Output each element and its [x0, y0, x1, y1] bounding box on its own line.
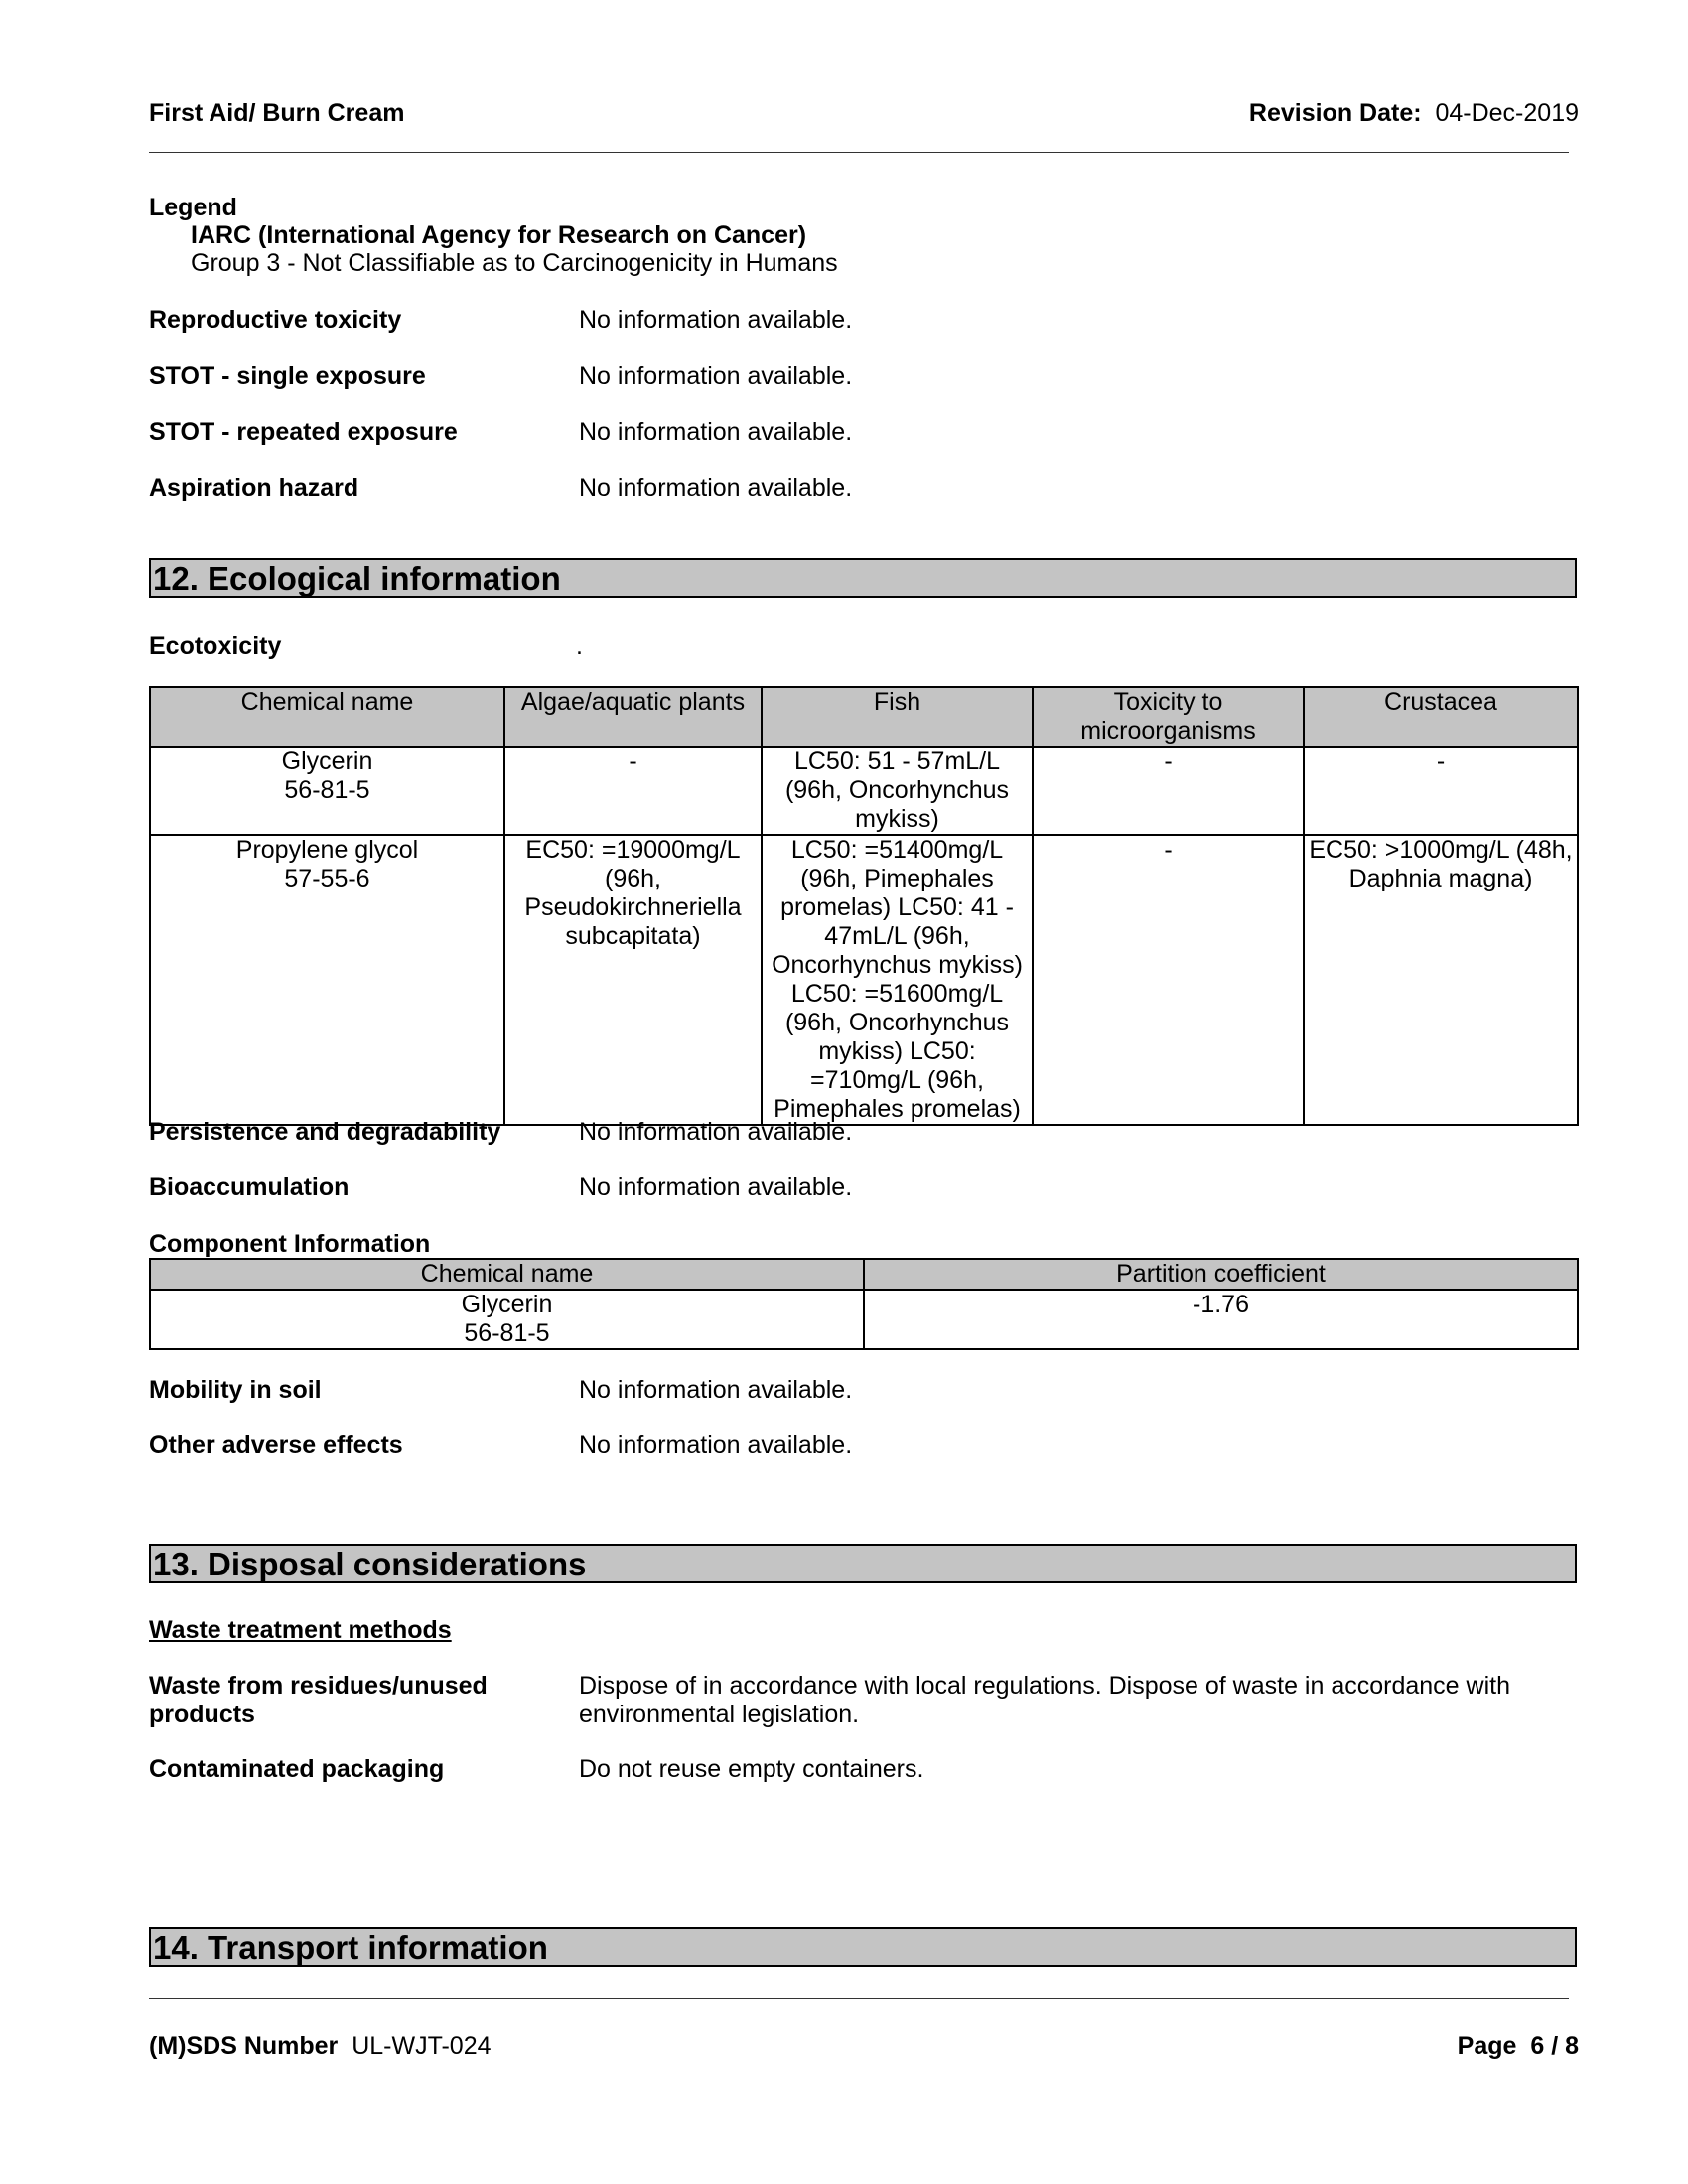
packaging-value: Do not reuse empty containers.	[579, 1755, 924, 1783]
ecotoxicity-table	[149, 686, 1579, 1126]
algae-cell: -	[504, 747, 762, 835]
crustacea-cell: -	[1304, 747, 1578, 835]
ecotoxicity-label: Ecotoxicity	[149, 632, 282, 660]
col-chemical-name: Chemical name	[150, 687, 504, 747]
cas-number: 57-55-6	[284, 865, 370, 892]
table-header-row	[150, 687, 1578, 747]
tox-label: Aspiration hazard	[149, 475, 359, 502]
col-microorganisms: Toxicity to microorganisms	[1033, 687, 1304, 747]
page-label: Page	[1457, 2032, 1517, 2060]
col-partition-coefficient: Partition coefficient	[864, 1259, 1578, 1290]
section-13-title: 13. Disposal considerations	[149, 1544, 1577, 1583]
table-header-row	[150, 1259, 1578, 1290]
residues-value	[579, 1672, 1510, 1729]
section-14-title: 14. Transport information	[149, 1927, 1577, 1967]
chemical-name: Glycerin	[461, 1291, 553, 1318]
tox-value: No information available.	[579, 475, 853, 502]
sds-number	[149, 2032, 492, 2061]
header-rule	[149, 152, 1569, 153]
col-algae: Algae/aquatic plants	[504, 687, 762, 747]
packaging-label: Contaminated packaging	[149, 1755, 445, 1783]
sds-label: (M)SDS Number	[149, 2032, 339, 2060]
tox-label: STOT - single exposure	[149, 362, 426, 390]
cas-number: 56-81-5	[284, 776, 370, 804]
persistence-value: No information available.	[579, 1118, 853, 1146]
tox-value: No information available.	[579, 362, 853, 390]
persistence-label: Persistence and degradability	[149, 1118, 501, 1146]
residues-value-line-1: Dispose of in accordance with local regulations. Dispose of waste in accordance with	[579, 1672, 1510, 1700]
legend-agency: IARC (International Agency for Research on Cancer)	[191, 221, 807, 249]
chemical-name: Glycerin	[281, 748, 373, 775]
chemical-cell	[150, 747, 504, 835]
table-row	[150, 1290, 1578, 1349]
residues-label-line-2: products	[149, 1701, 255, 1728]
revision-date	[1249, 99, 1579, 128]
mobility-value: No information available.	[579, 1376, 853, 1404]
component-table	[149, 1258, 1579, 1350]
bioaccumulation-value: No information available.	[579, 1173, 853, 1201]
cas-number: 56-81-5	[464, 1319, 550, 1347]
section-12-title: 12. Ecological information	[149, 558, 1577, 598]
other-effects-value: No information available.	[579, 1432, 853, 1459]
tox-value: No information available.	[579, 418, 853, 446]
residues-value-line-2: environmental legislation.	[579, 1701, 860, 1728]
bioaccumulation-label: Bioaccumulation	[149, 1173, 350, 1201]
fish-cell: LC50: 51 - 57mL/L (96h, Oncorhynchus mykiss)	[762, 747, 1033, 835]
revision-value: 04-Dec-2019	[1435, 99, 1579, 127]
ecotoxicity-value: .	[576, 632, 583, 660]
chemical-name: Propylene glycol	[235, 836, 419, 864]
crustacea-cell: EC50: >1000mg/L (48h, Daphnia magna)	[1304, 835, 1578, 1125]
waste-methods-heading: Waste treatment methods	[149, 1616, 452, 1644]
partition-coefficient-cell: -1.76	[864, 1290, 1578, 1349]
component-info-title: Component Information	[149, 1230, 431, 1258]
col-chemical-name: Chemical name	[150, 1259, 864, 1290]
legend-title: Legend	[149, 194, 237, 221]
page-value: 6 / 8	[1530, 2032, 1579, 2060]
product-name: First Aid/ Burn Cream	[149, 99, 405, 127]
chemical-cell	[150, 835, 504, 1125]
table-row	[150, 747, 1578, 835]
residues-label	[149, 1672, 488, 1729]
fish-cell: LC50: =51400mg/L (96h, Pimephales promelas) LC50: 41 - 47mL/L (96h, Oncorhynchus mykiss) LC50: =51600mg/L (96h, Oncorhynchus mykiss) LC50: =710mg/L (96h, Pimephales promelas)	[762, 835, 1033, 1125]
col-crustacea: Crustacea	[1304, 687, 1578, 747]
col-fish: Fish	[762, 687, 1033, 747]
other-effects-label: Other adverse effects	[149, 1432, 403, 1459]
tox-label: STOT - repeated exposure	[149, 418, 458, 446]
micro-cell: -	[1033, 835, 1304, 1125]
chemical-cell	[150, 1290, 864, 1349]
page-number	[1458, 2032, 1579, 2061]
sds-value: UL-WJT-024	[352, 2032, 492, 2060]
tox-value: No information available.	[579, 306, 853, 334]
table-row	[150, 835, 1578, 1125]
mobility-label: Mobility in soil	[149, 1376, 322, 1404]
revision-label: Revision Date:	[1248, 99, 1422, 127]
micro-cell: -	[1033, 747, 1304, 835]
algae-cell: EC50: =19000mg/L (96h, Pseudokirchneriella subcapitata)	[504, 835, 762, 1125]
footer-rule	[149, 1998, 1569, 1999]
residues-label-line-1: Waste from residues/unused	[149, 1672, 488, 1700]
tox-label: Reproductive toxicity	[149, 306, 402, 334]
legend-group: Group 3 - Not Classifiable as to Carcinogenicity in Humans	[191, 249, 838, 277]
